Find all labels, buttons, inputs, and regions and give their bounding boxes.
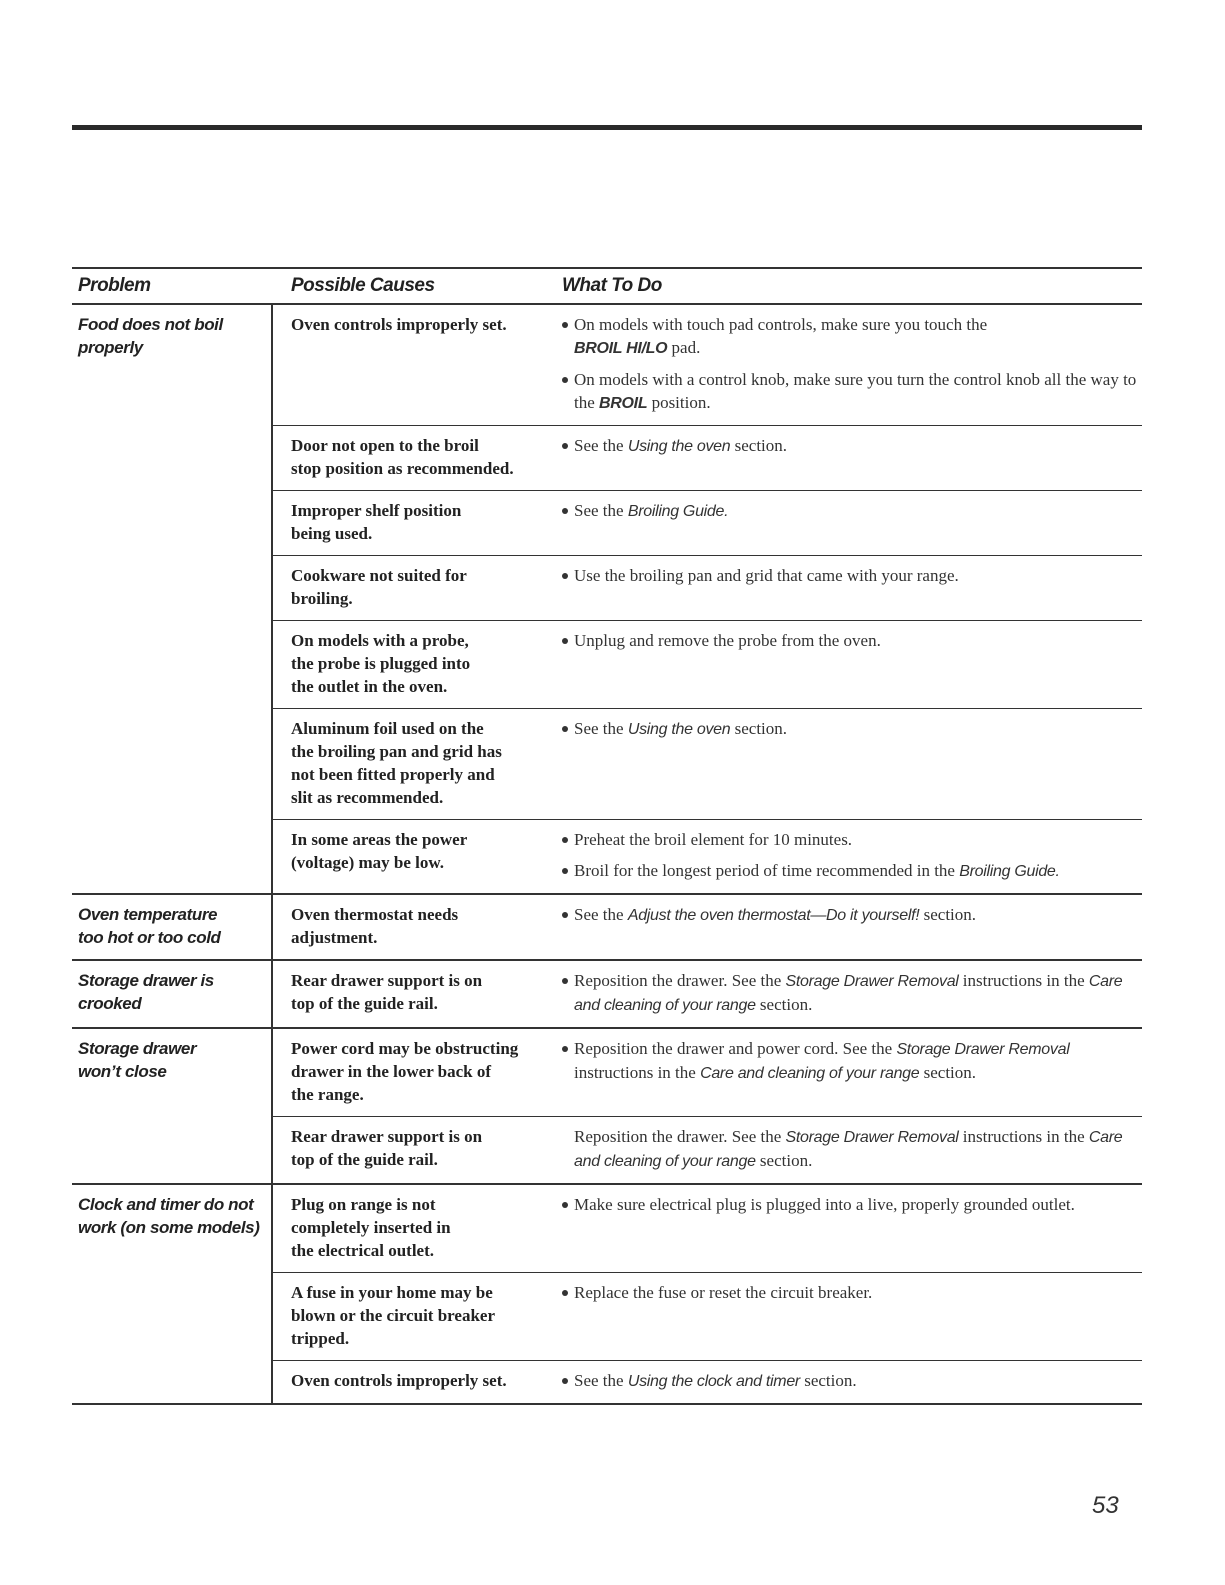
bullet-icon: [562, 912, 568, 918]
problem-section: [72, 895, 1142, 961]
cause-text: Oven thermostat needs adjustment.: [291, 905, 459, 947]
problem-label: Storage drawer won’t close: [78, 1039, 197, 1081]
remedy-text: Use the broiling pan and grid that came with your range.: [545, 564, 1142, 610]
cause-text: Oven controls improperly set.: [291, 315, 507, 334]
bullet-icon: [562, 837, 568, 843]
cause-text: Rear drawer support is on top of the guide rail.: [291, 1127, 483, 1169]
remedy-text: See the Adjust the oven thermostat—Do it yourself! section.: [545, 903, 1142, 949]
remedy-text: Reposition the drawer and power cord. See the Storage Drawer Removal instructions in the Care and cleaning of your range section.: [545, 1037, 1142, 1106]
cause-text: Improper shelf position being used.: [291, 501, 462, 543]
remedy-text: Reposition the drawer. See the Storage Drawer Removal instructions in the Care and cleaning of your range section.: [545, 969, 1142, 1017]
table-row: [273, 1029, 1142, 1116]
table-header: [72, 267, 1142, 305]
bullet-icon: [562, 1290, 568, 1296]
cause-text: Rear drawer support is on top of the guide rail.: [291, 971, 483, 1013]
remedy-text: See the Broiling Guide.: [545, 499, 1142, 545]
problem-label: Clock and timer do not work (on some models): [78, 1195, 260, 1237]
problem-section: [72, 1029, 1142, 1185]
table-row: [273, 819, 1142, 893]
bullet-icon: [562, 573, 568, 579]
bullet-icon: [562, 638, 568, 644]
cause-text: Power cord may be obstructing drawer in the lower back of the range.: [291, 1039, 519, 1104]
remedy-text: Make sure electrical plug is plugged into a live, properly grounded outlet.: [545, 1193, 1142, 1262]
bullet-icon: [562, 1046, 568, 1052]
table-row: [273, 1360, 1142, 1403]
cause-text: Door not open to the broil stop position as recommended.: [291, 436, 514, 478]
top-rule: [72, 125, 1142, 130]
header-problem: Problem: [78, 275, 151, 296]
page-number: 53: [1092, 1492, 1119, 1519]
header-possible-causes: Possible Causes: [291, 275, 435, 296]
cause-text: Plug on range is not completely inserted in the electrical outlet.: [291, 1195, 451, 1260]
bullet-icon: [562, 443, 568, 449]
cause-text: In some areas the power (voltage) may be low.: [291, 830, 468, 872]
table-row: [273, 425, 1142, 490]
problem-section: [72, 961, 1142, 1029]
remedy-text: On models with touch pad controls, make sure you touch the BROIL HI/LO pad. On models with a control knob, make sure you turn the control knob all the way to the BROIL position.: [545, 313, 1142, 415]
table-row: [273, 305, 1142, 425]
table-row: [273, 708, 1142, 819]
table-row: [273, 895, 1142, 959]
bullet-icon: [562, 508, 568, 514]
remedy-text: Reposition the drawer. See the Storage Drawer Removal instructions in the Care and cleaning of your range section.: [574, 1127, 1123, 1170]
bullet-icon: [562, 868, 568, 874]
remedy-text: See the Using the oven section.: [545, 434, 1142, 480]
remedy-text: Replace the fuse or reset the circuit breaker.: [545, 1281, 1142, 1350]
table-row: [273, 1116, 1142, 1183]
bullet-icon: [562, 1378, 568, 1384]
bullet-icon: [562, 726, 568, 732]
remedy-text: Preheat the broil element for 10 minutes. Broil for the longest period of time recommended in the Broiling Guide.: [545, 828, 1142, 883]
cause-text: Aluminum foil used on the the broiling pan and grid has not been fitted properly and slit as recommended.: [291, 719, 502, 807]
troubleshooting-table: [72, 267, 1142, 1405]
remedy-text: See the Using the oven section.: [545, 717, 1142, 809]
table-row: [273, 620, 1142, 708]
remedy-text: Unplug and remove the probe from the oven.: [545, 629, 1142, 698]
header-what-to-do: What To Do: [562, 275, 662, 296]
bullet-icon: [562, 377, 568, 383]
bullet-icon: [562, 978, 568, 984]
table-row: [273, 555, 1142, 620]
cause-text: A fuse in your home may be blown or the circuit breaker tripped.: [291, 1283, 495, 1348]
cause-text: Cookware not suited for broiling.: [291, 566, 467, 608]
remedy-text: See the Using the clock and timer section.: [545, 1369, 1142, 1393]
table-row: [273, 961, 1142, 1027]
table-row: [273, 1185, 1142, 1272]
problem-label: Food does not boil properly: [78, 315, 223, 357]
problem-label: Storage drawer is crooked: [78, 971, 214, 1013]
table-row: [273, 1272, 1142, 1360]
bullet-icon: [562, 322, 568, 328]
cause-text: Oven controls improperly set.: [291, 1371, 507, 1390]
table-row: [273, 490, 1142, 555]
problem-label: Oven temperature too hot or too cold: [78, 905, 221, 947]
problem-section: [72, 1185, 1142, 1405]
bullet-icon: [562, 1202, 568, 1208]
problem-section: [72, 305, 1142, 895]
cause-text: On models with a probe, the probe is plugged into the outlet in the oven.: [291, 631, 471, 696]
